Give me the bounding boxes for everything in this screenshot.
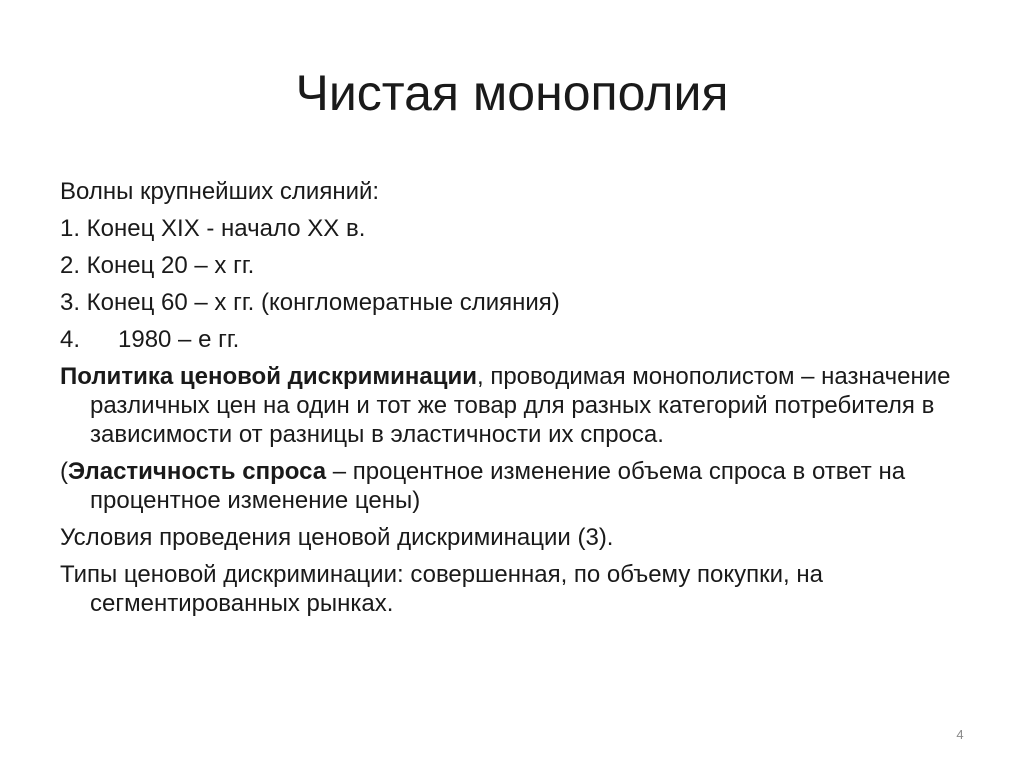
merger-wave-2: 2. Конец 20 – х гг. [60, 252, 255, 279]
elasticity-open-paren: ( [60, 458, 68, 485]
elasticity-text: – процентное изменение объема спроса в ответ на процентное изменение цены) [90, 458, 906, 514]
merger-wave-1: 1. Конец XIX - начало XX в. [60, 215, 366, 242]
merger-wave-4 [60, 325, 965, 354]
price-discrimination-text: , проводимая монополистом – назначение различных цен на один и тот же товар для разных категорий потребителя в зависимости от разницы в эластичности их спроса. [90, 363, 951, 448]
slide-title: Чистая монополия [295, 65, 729, 121]
merger-waves-heading: Волны крупнейших слияний: [60, 178, 380, 205]
elasticity-term: Эластичность спроса [68, 458, 327, 485]
discrimination-types: Типы ценовой дискриминации: совершенная, по объему покупки, на сегментированных рынках. [60, 561, 823, 617]
price-discrimination-definition [60, 362, 965, 449]
page-number: 4 [956, 727, 964, 742]
merger-wave-4-number: 4. [60, 326, 81, 353]
discrimination-conditions: Условия проведения ценовой дискриминации (3). [60, 524, 614, 551]
merger-wave-3: 3. Конец 60 – х гг. (конгломератные слияния) [60, 289, 560, 316]
merger-wave-4-text: 1980 – е гг. [118, 326, 240, 353]
slide-body [60, 177, 965, 626]
price-discrimination-term: Политика ценовой дискриминации [60, 363, 477, 390]
elasticity-definition [60, 457, 965, 515]
